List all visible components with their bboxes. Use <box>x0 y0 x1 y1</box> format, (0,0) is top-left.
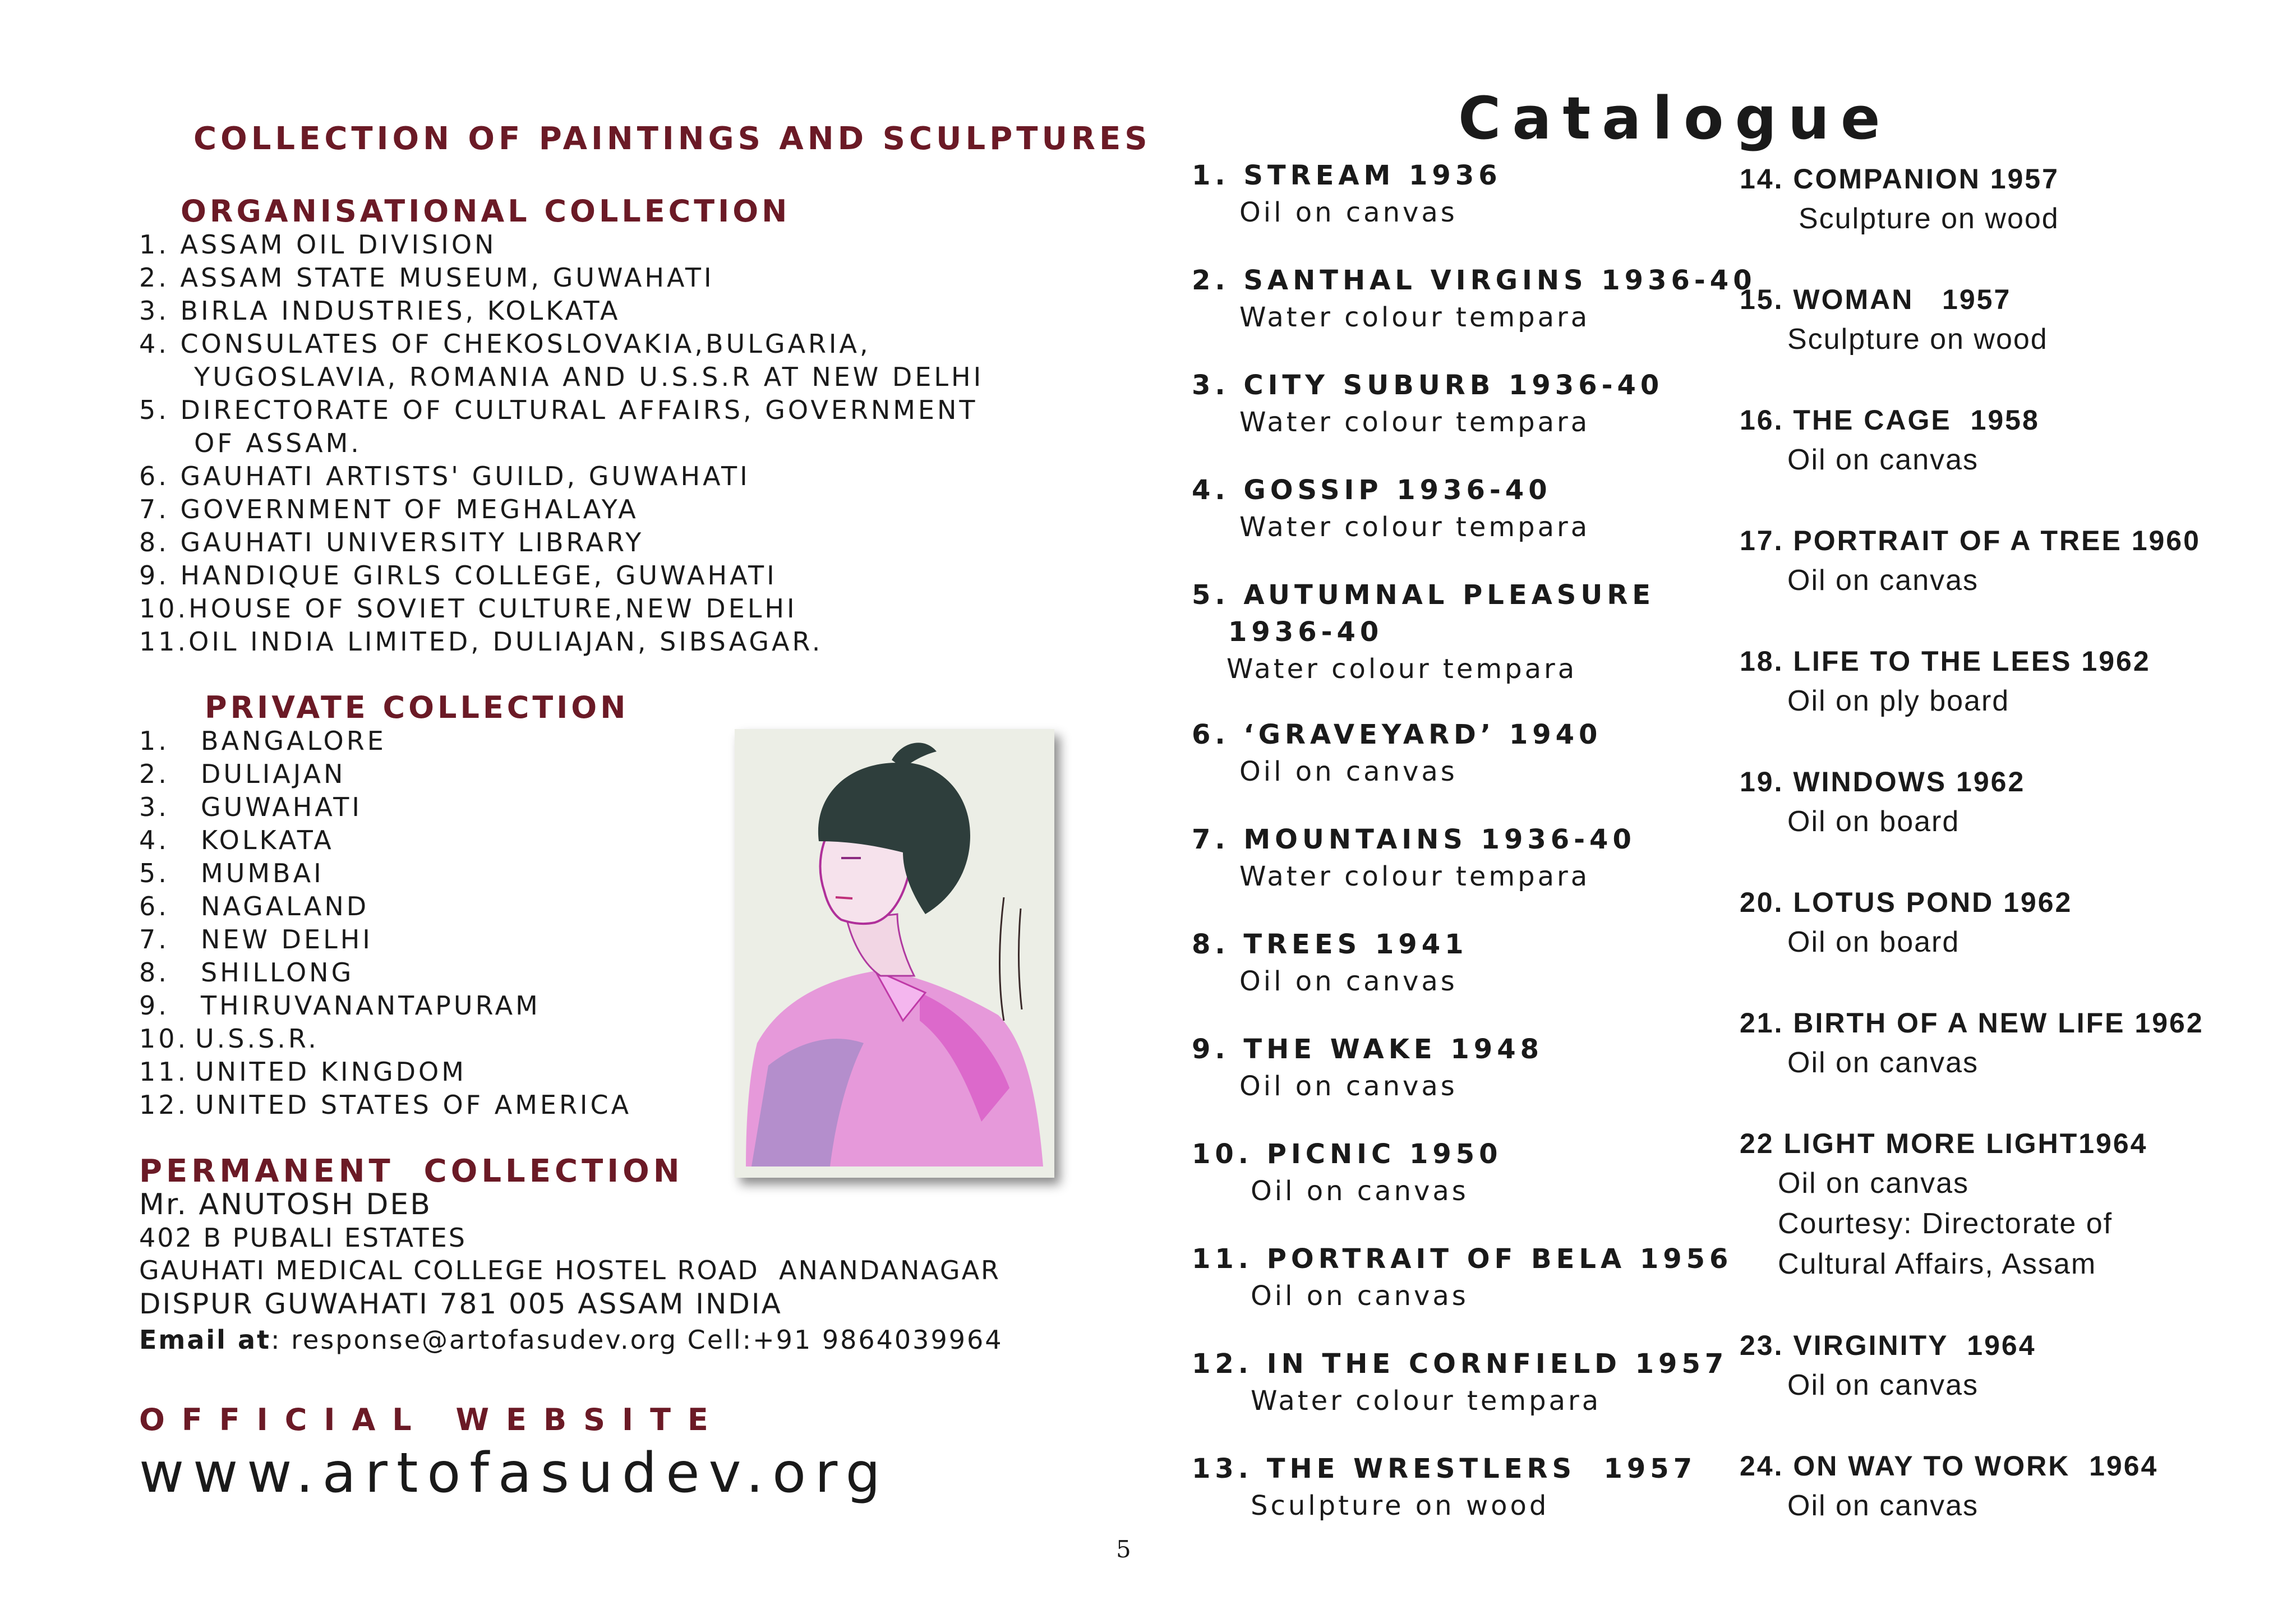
permanent-collection-title: PERMANENT COLLECTION <box>139 1153 684 1189</box>
list-item: 1. ASSAM OIL DIVISION <box>139 229 497 260</box>
list-item: 5. DIRECTORATE OF CULTURAL AFFAIRS, GOVERNMENT <box>139 395 978 425</box>
catalogue-entry: 22 LIGHT MORE LIGHT1964 Oil on canvas Courtesy: Directorate of Cultural Affairs, Assam <box>1740 1128 2148 1280</box>
list-item: 9. THIRUVANANTAPURAM <box>139 990 541 1021</box>
list-item: 10.HOUSE OF SOVIET CULTURE,NEW DELHI <box>139 593 797 624</box>
page-number: 5 <box>1116 1536 1131 1563</box>
list-item: 12. UNITED STATES OF AMERICA <box>139 1090 632 1120</box>
list-item: 5. MUMBAI <box>139 858 324 888</box>
catalogue-title: Catalogue <box>1458 84 1892 153</box>
list-item: 4. KOLKATA <box>139 825 334 855</box>
address-line: GAUHATI MEDICAL COLLEGE HOSTEL ROAD ANANDANAGAR <box>139 1255 1001 1285</box>
list-item: 2. DULIAJAN <box>139 759 346 789</box>
list-item: 8. GAUHATI UNIVERSITY LIBRARY <box>139 527 644 557</box>
list-item: 11.OIL INDIA LIMITED, DULIAJAN, SIBSAGAR. <box>139 626 823 657</box>
catalogue-entry: 20. LOTUS POND 1962 Oil on board <box>1740 887 2073 958</box>
list-item: 4. CONSULATES OF CHEKOSLOVAKIA,BULGARIA, <box>139 329 871 359</box>
list-item: 6. NAGALAND <box>139 891 370 921</box>
catalogue-entry: 15. WOMAN 1957 Sculpture on wood <box>1740 284 2048 356</box>
list-item: 11. UNITED KINGDOM <box>139 1057 467 1087</box>
list-item: 8. SHILLONG <box>139 957 354 988</box>
catalogue-entry: 17. PORTRAIT OF A TREE 1960 Oil on canvas <box>1740 525 2201 597</box>
list-item: 7. NEW DELHI <box>139 924 373 955</box>
owner-name: Mr. ANUTOSH DEB <box>139 1188 432 1221</box>
catalogue-entry: 9. THE WAKE 1948 Oil on canvas <box>1192 1034 1543 1102</box>
website-url-link[interactable]: www.artofasudev.org <box>139 1441 889 1505</box>
catalogue-entry: 12. IN THE CORNFIELD 1957 Water colour tempara <box>1192 1348 1728 1417</box>
collection-heading: COLLECTION OF PAINTINGS AND SCULPTURES <box>193 121 1151 157</box>
catalogue-entry: 19. WINDOWS 1962 Oil on board <box>1740 766 2026 838</box>
list-item: OF ASSAM. <box>139 428 362 458</box>
list-item: 7. GOVERNMENT OF MEGHALAYA <box>139 494 639 524</box>
catalogue-entry: 8. TREES 1941 Oil on canvas <box>1192 929 1468 997</box>
catalogue-entry: 24. ON WAY TO WORK 1964 Oil on canvas <box>1740 1450 2159 1522</box>
catalogue-entry: 1. STREAM 1936 Oil on canvas <box>1192 160 1502 228</box>
catalogue-entry: 6. ‘GRAVEYARD’ 1940 Oil on canvas <box>1192 719 1602 787</box>
list-item: 2. ASSAM STATE MUSEUM, GUWAHATI <box>139 262 714 293</box>
catalogue-entry: 2. SANTHAL VIRGINS 1936-40 Water colour tempara <box>1192 265 1756 333</box>
catalogue-entry: 21. BIRTH OF A NEW LIFE 1962 Oil on canvas <box>1740 1007 2204 1079</box>
list-item: 10. U.S.S.R. <box>139 1023 319 1054</box>
organisational-list <box>139 228 984 658</box>
list-item: 3. BIRLA INDUSTRIES, KOLKATA <box>139 296 621 326</box>
list-item: 3. GUWAHATI <box>139 792 362 822</box>
portrait-sketch-drawing <box>735 729 1054 1178</box>
list-item: YUGOSLAVIA, ROMANIA AND U.S.S.R AT NEW DELHI <box>139 362 984 392</box>
catalogue-entry: 4. GOSSIP 1936-40 Water colour tempara <box>1192 474 1590 543</box>
catalogue-entry: 10. PICNIC 1950 Oil on canvas <box>1192 1138 1502 1207</box>
catalogue-entry: 23. VIRGINITY 1964 Oil on canvas <box>1740 1330 2036 1401</box>
catalogue-entry: 5. AUTUMNAL PLEASURE 1936-40 Water colour tempara <box>1192 579 1656 685</box>
contact-line <box>139 1325 1003 1355</box>
address-line: 402 B PUBALI ESTATES <box>139 1223 467 1253</box>
portrait-sketch-image <box>735 729 1054 1178</box>
catalogue-entry: 13. THE WRESTLERS 1957 Sculpture on wood <box>1192 1453 1697 1521</box>
email-and-cell[interactable]: : response@artofasudev.org Cell:+91 9864039964 <box>270 1325 1003 1355</box>
list-item: 9. HANDIQUE GIRLS COLLEGE, GUWAHATI <box>139 560 777 591</box>
catalogue-entry: 14. COMPANION 1957 Sculpture on wood <box>1740 163 2059 235</box>
list-item: 6. GAUHATI ARTISTS' GUILD, GUWAHATI <box>139 461 750 491</box>
email-label: Email at <box>139 1325 271 1355</box>
catalogue-entry: 11. PORTRAIT OF BELA 1956 Oil on canvas <box>1192 1243 1733 1312</box>
list-item: 1. BANGALORE <box>139 726 386 756</box>
catalogue-entry: 7. MOUNTAINS 1936-40 Water colour tempara <box>1192 824 1636 892</box>
private-collection-title: PRIVATE COLLECTION <box>205 690 629 725</box>
catalogue-entry: 3. CITY SUBURB 1936-40 Water colour tempara <box>1192 370 1664 438</box>
catalogue-entry: 18. LIFE TO THE LEES 1962 Oil on ply board <box>1740 645 2151 717</box>
address-line: DISPUR GUWAHATI 781 005 ASSAM INDIA <box>139 1288 782 1320</box>
organisational-collection-title: ORGANISATIONAL COLLECTION <box>181 193 791 229</box>
official-website-label: OFFICIAL WEBSITE <box>139 1402 725 1437</box>
private-list <box>139 725 631 1122</box>
catalogue-entry: 16. THE CAGE 1958 Oil on canvas <box>1740 404 2040 476</box>
